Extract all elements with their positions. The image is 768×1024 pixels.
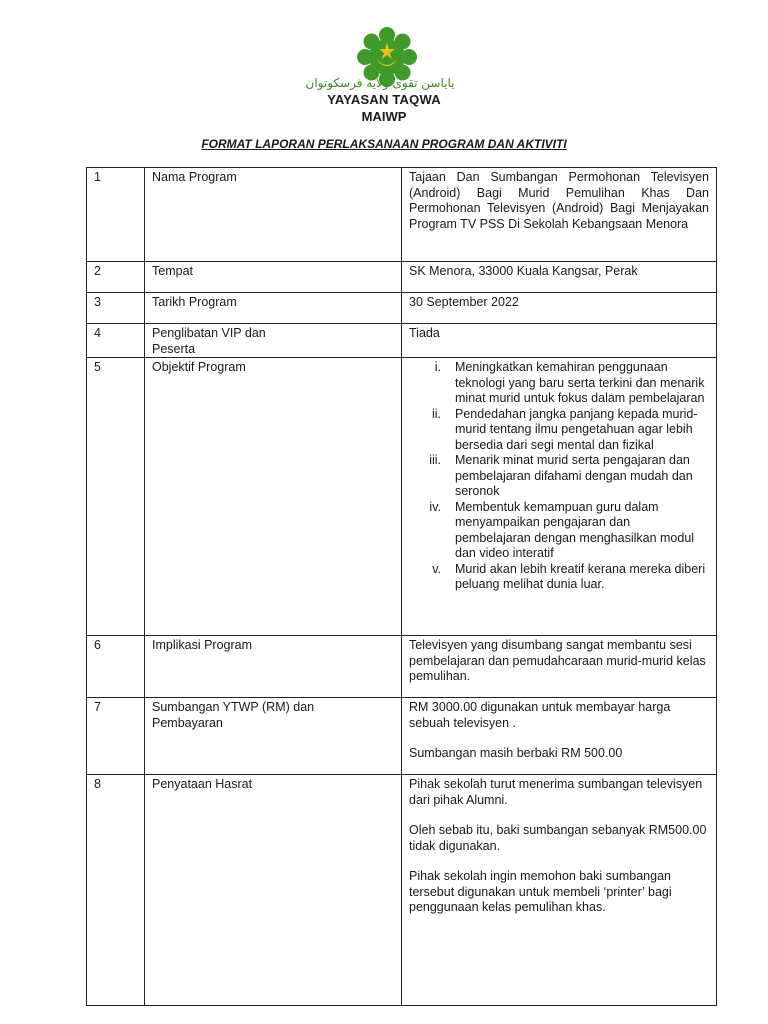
jawi-org-name: ياياسن تقوى ولايه فرسكوتوان bbox=[305, 76, 455, 90]
row-number: 1 bbox=[87, 168, 145, 262]
table-row bbox=[87, 324, 717, 358]
row-number: 5 bbox=[87, 358, 145, 636]
list-item: i. Meningkatkan kemahiran penggunaan teknologi yang baru serta terkini dan menarik minat murid untuk fokus dalam pembelajaran bbox=[434, 360, 705, 405]
paragraph: Pihak sekolah ingin memohon baki sumbangan tersebut digunakan untuk membeli ‘printer’ bagi penggunaan kelas pemulihan khas. bbox=[409, 869, 672, 914]
row-label: Implikasi Program bbox=[145, 636, 402, 698]
table-row bbox=[87, 293, 717, 324]
row-label: Tarikh Program bbox=[145, 293, 402, 324]
list-item: v. Murid akan lebih kreatif kerana mereka diberi peluang melihat dunia luar. bbox=[432, 561, 706, 591]
paragraph: Oleh sebab itu, baki sumbangan sebanyak RM500.00 tidak digunakan. bbox=[409, 823, 707, 853]
row-value bbox=[402, 358, 717, 636]
row-label: Penglibatan VIP dan Peserta bbox=[145, 324, 402, 358]
list-item: ii. Pendedahan jangka panjang kepada murid-murid tentang ilmu pengetahuan agar lebih bersedia dari segi mental dan fizikal bbox=[431, 406, 698, 452]
paragraph: Sumbangan masih berbaki RM 500.00 bbox=[409, 746, 623, 760]
row-value: 30 September 2022 bbox=[402, 293, 717, 324]
row-label: Penyataan Hasrat bbox=[145, 775, 402, 1006]
list-item: iii. Menarik minat murid serta pengajaran dan pembelajaran difahami dengan mudah dan seronok bbox=[429, 453, 693, 498]
row-value: Tiada bbox=[402, 324, 717, 358]
row-number: 8 bbox=[87, 775, 145, 1006]
row-value: SK Menora, 33000 Kuala Kangsar, Perak bbox=[402, 262, 717, 293]
table-row bbox=[87, 262, 717, 293]
row-number: 2 bbox=[87, 262, 145, 293]
table-row bbox=[87, 358, 717, 636]
form-title: FORMAT LAPORAN PERLAKSANAAN PROGRAM DAN AKTIVITI bbox=[201, 137, 567, 151]
table-row bbox=[87, 168, 717, 262]
table-row bbox=[87, 636, 717, 698]
row-value bbox=[402, 775, 717, 1006]
row-label: Nama Program bbox=[145, 168, 402, 262]
row-number: 3 bbox=[87, 293, 145, 324]
row-number: 6 bbox=[87, 636, 145, 698]
row-label: Objektif Program bbox=[145, 358, 402, 636]
org-name-line1: YAYASAN TAQWA bbox=[327, 92, 441, 107]
paragraph: Pihak sekolah turut menerima sumbangan televisyen dari pihak Alumni. bbox=[409, 777, 703, 807]
report-table bbox=[86, 167, 717, 1006]
table-row bbox=[87, 698, 717, 775]
row-number: 7 bbox=[87, 698, 145, 775]
row-number: 4 bbox=[87, 324, 145, 358]
list-item: iv. Membentuk kemampuan guru dalam menyampaikan pengajaran dan pembelajaran dengan menghasilkan modul dan video interatif bbox=[429, 499, 695, 560]
objectives-list bbox=[409, 360, 709, 593]
row-label: Sumbangan YTWP (RM) dan Pembayaran bbox=[145, 698, 402, 775]
org-name-line2: MAIWP bbox=[361, 109, 407, 124]
row-label: Tempat bbox=[145, 262, 402, 293]
paragraph: RM 3000.00 digunakan untuk membayar harga sebuah televisyen . bbox=[409, 700, 671, 730]
row-value: Televisyen yang disumbang sangat membantu sesi pembelajaran dan pemudahcaraan murid-murid kelas pemulihan. bbox=[402, 636, 717, 698]
row-value: Tajaan Dan Sumbangan Permohonan Televisyen (Android) Bagi Murid Pemulihan Khas Dan Permohonan Televisyen (Android) Bagi Menjayakan Program TV PSS Di Sekolah Kebangsaan Menora bbox=[402, 168, 717, 262]
table-row bbox=[87, 775, 717, 1006]
row-value bbox=[402, 698, 717, 775]
